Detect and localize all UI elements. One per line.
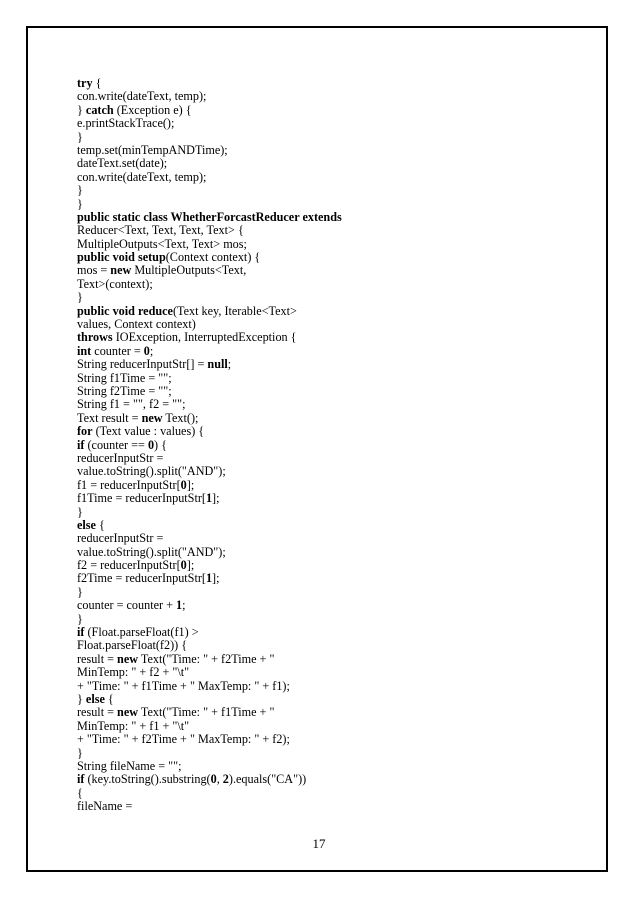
code-text: Text("Time: " + f1Time + " <box>138 705 275 720</box>
code-text: f2Time = reducerInputStr[ <box>77 571 206 586</box>
code-text: IOException, InterruptedException { <box>112 330 297 345</box>
code-block <box>77 77 557 813</box>
code-line <box>77 626 557 639</box>
code-keyword: 0 <box>210 772 217 787</box>
code-line <box>77 653 557 666</box>
code-text: ]; <box>212 491 220 506</box>
code-keyword: if <box>77 625 85 640</box>
code-text: value.toString().split("AND"); <box>77 544 226 559</box>
code-line <box>77 224 557 237</box>
code-text: reducerInputStr = <box>77 450 164 465</box>
code-text: ) { <box>154 437 168 452</box>
code-line <box>77 586 557 599</box>
code-line <box>77 305 557 318</box>
code-keyword: try <box>77 76 93 90</box>
code-keyword: new <box>117 651 139 666</box>
code-line <box>77 733 557 746</box>
code-line <box>77 77 557 90</box>
code-line <box>77 572 557 585</box>
code-text: } <box>77 584 83 599</box>
code-line <box>77 398 557 411</box>
code-line <box>77 706 557 719</box>
code-text: temp.set(minTempANDTime); <box>77 142 228 157</box>
code-line <box>77 800 557 813</box>
code-text: ; <box>182 598 186 613</box>
code-text: } <box>77 290 83 305</box>
code-keyword: public void <box>77 303 135 318</box>
code-text: { <box>95 517 105 532</box>
code-line <box>77 479 557 492</box>
code-text: ]; <box>212 571 220 586</box>
code-keyword: reduce <box>137 303 173 318</box>
code-line <box>77 639 557 652</box>
code-line <box>77 465 557 478</box>
code-line <box>77 238 557 251</box>
code-text: } <box>77 183 83 198</box>
code-text: String f1 = "", f2 = ""; <box>77 397 186 412</box>
code-text: Text("Time: " + f2Time + " <box>138 651 275 666</box>
code-text: Text result = <box>77 410 142 425</box>
code-line <box>77 184 557 197</box>
code-keyword: if <box>77 772 85 787</box>
code-line <box>77 345 557 358</box>
code-keyword: throws <box>77 330 113 345</box>
code-text: { <box>77 785 83 800</box>
code-keyword: if <box>77 437 85 452</box>
code-keyword: else <box>77 517 96 532</box>
code-text: result = <box>77 705 118 720</box>
code-keyword: 0 <box>180 477 187 492</box>
code-keyword: 0 <box>180 558 187 573</box>
code-line <box>77 506 557 519</box>
code-keyword: public void <box>77 250 135 265</box>
code-line <box>77 532 557 545</box>
code-text: MultipleOutputs<Text, <box>131 263 247 278</box>
code-text: values, Context context) <box>77 317 196 332</box>
code-text: e.printStackTrace(); <box>77 116 175 131</box>
page-number: 17 <box>312 836 326 851</box>
code-text: result = <box>77 651 118 666</box>
code-line <box>77 90 557 103</box>
code-line <box>77 144 557 157</box>
code-line <box>77 318 557 331</box>
code-keyword: 1 <box>176 598 183 613</box>
code-text: { <box>92 76 102 90</box>
code-line <box>77 720 557 733</box>
code-text: (counter == <box>84 437 148 452</box>
code-line <box>77 492 557 505</box>
code-line <box>77 773 557 786</box>
code-text: Text(); <box>162 410 199 425</box>
code-text: reducerInputStr = <box>77 531 164 546</box>
code-text: (Text value : values) { <box>92 424 205 439</box>
code-text: } <box>77 129 83 144</box>
code-text: counter = counter + <box>77 598 177 613</box>
code-text: counter = <box>91 343 144 358</box>
code-text: , <box>216 772 223 787</box>
code-text: } <box>77 691 86 706</box>
code-line <box>77 787 557 800</box>
code-keyword: 1 <box>205 571 213 586</box>
code-text: + "Time: " + f1Time + " MaxTemp: " + f1); <box>77 678 290 693</box>
code-line <box>77 559 557 572</box>
code-text: f2 = reducerInputStr[ <box>77 558 181 573</box>
code-text: f1 = reducerInputStr[ <box>77 477 181 492</box>
code-keyword: 0 <box>143 343 150 358</box>
code-text: (Float.parseFloat(f1) > <box>84 625 199 640</box>
code-line <box>77 760 557 773</box>
code-text: dateText.set(date); <box>77 156 168 171</box>
code-line <box>77 452 557 465</box>
code-keyword: int <box>77 343 92 358</box>
code-line <box>77 117 557 130</box>
code-line <box>77 131 557 144</box>
code-text: mos = <box>77 263 111 278</box>
code-line <box>77 264 557 277</box>
code-text: ).equals("CA")) <box>228 772 307 787</box>
code-text: } <box>77 196 83 211</box>
code-line <box>77 211 557 224</box>
code-text: String f1Time = ""; <box>77 370 172 385</box>
code-text: Float.parseFloat(f2)) { <box>77 638 188 653</box>
code-text: f1Time = reducerInputStr[ <box>77 491 206 506</box>
code-text: (key.toString().substring( <box>84 772 211 787</box>
code-line <box>77 613 557 626</box>
code-line <box>77 693 557 706</box>
code-text: fileName = <box>77 799 133 814</box>
code-text: } <box>77 611 83 626</box>
code-text: } <box>77 745 83 760</box>
code-text: String f2Time = ""; <box>77 383 172 398</box>
code-keyword: for <box>77 424 93 439</box>
code-line <box>77 278 557 291</box>
code-text: + "Time: " + f2Time + " MaxTemp: " + f2); <box>77 732 290 747</box>
code-line <box>77 331 557 344</box>
code-line <box>77 358 557 371</box>
code-line <box>77 385 557 398</box>
code-line <box>77 104 557 117</box>
code-keyword: 1 <box>205 491 213 506</box>
code-keyword: 2 <box>222 772 229 787</box>
code-text: (Text key, Iterable<Text> <box>172 303 297 318</box>
code-keyword: 0 <box>147 437 155 452</box>
code-text: ]; <box>186 558 195 573</box>
code-text: (Exception e) { <box>113 102 192 117</box>
code-line <box>77 680 557 693</box>
code-line <box>77 599 557 612</box>
code-text: } <box>77 102 86 117</box>
code-line <box>77 519 557 532</box>
code-keyword: null <box>207 357 228 372</box>
code-keyword: else <box>85 691 105 706</box>
code-text: } <box>77 504 83 519</box>
code-text: MinTemp: " + f1 + "\t" <box>77 718 190 733</box>
code-line <box>77 412 557 425</box>
code-text: value.toString().split("AND"); <box>77 464 226 479</box>
code-text: (Context context) { <box>165 250 261 265</box>
code-text: con.write(dateText, temp); <box>77 89 207 104</box>
code-line <box>77 372 557 385</box>
code-text: ]; <box>186 477 195 492</box>
code-text: con.write(dateText, temp); <box>77 169 207 184</box>
code-line <box>77 425 557 438</box>
code-line <box>77 546 557 559</box>
code-line <box>77 291 557 304</box>
code-line <box>77 439 557 452</box>
code-text: Text>(context); <box>77 276 153 291</box>
code-line <box>77 251 557 264</box>
code-keyword: setup <box>137 250 166 265</box>
code-line <box>77 198 557 211</box>
code-text: ; <box>149 343 154 358</box>
code-keyword: public static class WhetherForcastReducer extends <box>77 209 342 224</box>
code-text: Reducer<Text, Text, Text, Text> { <box>77 223 244 238</box>
code-keyword: catch <box>85 102 114 117</box>
code-keyword: new <box>110 263 132 278</box>
code-text: String reducerInputStr[] = <box>77 357 208 372</box>
code-text: MultipleOutputs<Text, Text> mos; <box>77 236 247 251</box>
code-keyword: new <box>141 410 163 425</box>
code-text: { <box>104 691 114 706</box>
code-text: ; <box>227 357 232 372</box>
code-keyword: new <box>117 705 139 720</box>
code-text: String fileName = ""; <box>77 758 182 773</box>
code-line <box>77 157 557 170</box>
code-text: MinTemp: " + f2 + "\t" <box>77 665 190 680</box>
code-line <box>77 666 557 679</box>
code-line <box>77 171 557 184</box>
code-line <box>77 747 557 760</box>
